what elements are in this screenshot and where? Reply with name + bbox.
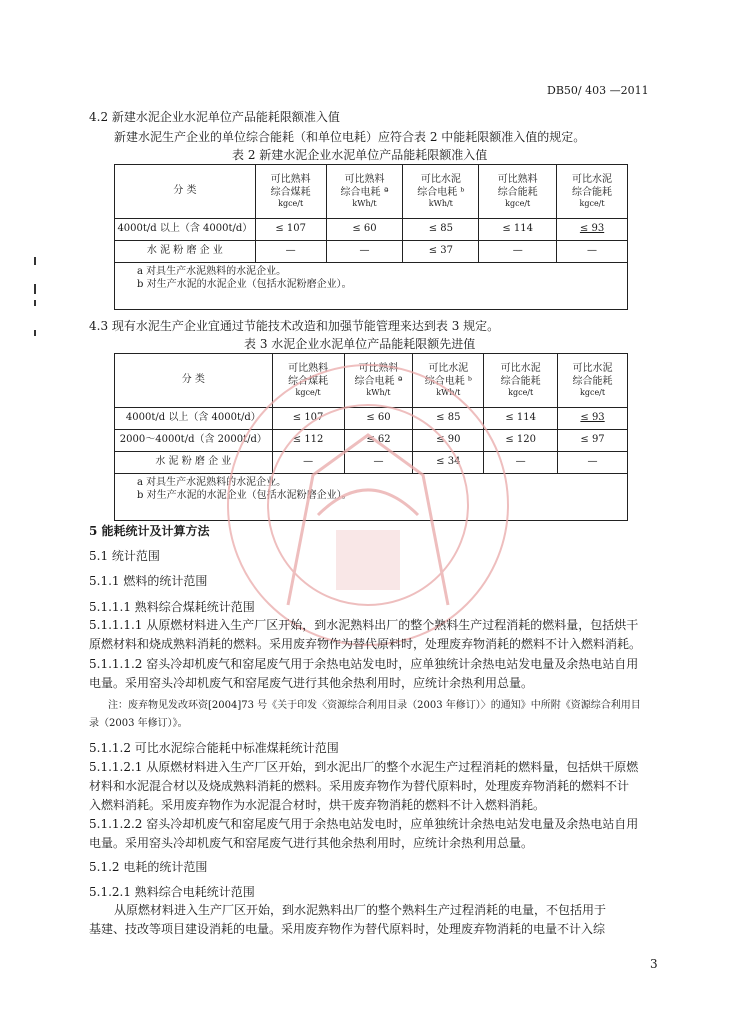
binding-margin [0,0,40,1024]
paragraph-line: 5.1.1.2.1 从原燃材料进入生产厂区开始，到水泥出厂的整个水泥生产过程消耗的燃料量，包括烘干原燃 [89,760,639,774]
table-row [115,219,628,241]
section-4-2-heading: 4.2 新建水泥企业水泥单位产品能耗限额准入值 [89,110,340,124]
table-cell: ≤ 85 [413,408,484,430]
table-cell: 4000t/d 以上（含 4000t/d） [115,408,273,430]
section-5-1-1-heading: 5.1.1 燃料的统计范围 [89,574,208,588]
table-cell: — [557,241,628,263]
table-3 [114,353,628,521]
table-cell: ≤ 34 [413,452,484,474]
table-header-cell: 可比水泥 综合能耗 kgce/t [484,354,558,408]
table-cell: ≤ 120 [484,430,558,452]
table-cell: ≤ 60 [326,219,403,241]
table-cell: — [255,241,326,263]
paragraph-line: 5.1.1.2.2 窑头冷却机废气和窑尾废气用于余热电站发电时，应单独统计余热电站发电量及余热电站自用 [89,817,639,831]
paragraph-line: 入燃料消耗。采用废弃物作为水泥混合材时，烘干废弃物消耗的燃料不计入燃料消耗。 [89,798,546,812]
table-2 [114,164,628,310]
table-cell: — [344,452,413,474]
table-row [115,241,628,263]
table-header-cell: 分 类 [115,354,273,408]
margin-mark [34,257,36,265]
paragraph-line: 5.1.1.1.2 窑头冷却机废气和窑尾废气用于余热电站发电时，应单独统计余热电站发电量及余热电站自用 [89,657,639,671]
section-4-2-paragraph: 新建水泥生产企业的单位综合能耗（和单位电耗）应符合表 2 中能耗限额准入值的规定。 [114,130,586,144]
table-2-header-row [115,165,628,219]
table-header-cell: 可比熟料 综合煤耗 kgce/t [272,354,344,408]
section-4-3-heading: 4.3 现有水泥生产企业宜通过节能技术改造和加强节能管理来达到表 3 规定。 [89,319,500,333]
table-header-cell: 可比熟料 综合能耗 kgce/t [479,165,557,219]
table-cell: ≤ 107 [255,219,326,241]
table-notes-row [115,263,628,310]
paragraph-line: 电量。采用窑头冷却机废气和窑尾废气进行其他余热利用时，应统计余热利用总量。 [89,836,534,850]
paragraph-line: 电量。采用窑头冷却机废气和窑尾废气进行其他余热利用时，应统计余热利用总量。 [89,676,534,690]
section-5-1-heading: 5.1 统计范围 [89,549,160,563]
paragraph-line: 从原燃材料进入生产厂区开始，到水泥熟料出厂的整个熟料生产过程消耗的电量，不包括用于 [114,903,607,917]
table-cell: ≤ 93 [557,219,628,241]
paragraph-line: 5.1.1.1.1 从原燃材料进入生产厂区开始，到水泥熟料出厂的整个熟料生产过程消耗的燃料量，包括烘干 [89,618,639,632]
table-note: a 对具生产水泥熟料的水泥企业。 [137,477,287,488]
margin-mark [34,330,36,336]
table-cell: — [558,452,628,474]
table-cell: ≤ 90 [413,430,484,452]
page-number: 3 [650,957,658,971]
table-cell: 2000～4000t/d（含 2000t/d） [115,430,273,452]
table-row [115,408,628,430]
section-5-heading: 5 能耗统计及计算方法 [89,524,210,538]
table-cell: ≤ 114 [484,408,558,430]
table-note: b 对生产水泥的水泥企业（包括水泥粉磨企业）。 [137,278,352,290]
section-5-1-1-1-heading: 5.1.1.1 熟料综合煤耗统计范围 [89,600,255,614]
section-5-1-2-heading: 5.1.2 电耗的统计范围 [89,860,208,874]
table-cell: ≤ 93 [558,408,628,430]
paragraph-line: 材料和水泥混合材以及烧成熟料消耗的燃料。采用废弃物作为替代原料时，处理废弃物消耗的燃料不计 [89,779,630,793]
table-header-cell: 可比水泥 综合电耗 ᵇ kWh/t [413,354,484,408]
table-note: b 对生产水泥的水泥企业（包括水泥粉磨企业）。 [137,489,352,501]
table-cell: ≤ 97 [558,430,628,452]
table-notes-row [115,474,628,521]
table-row [115,452,628,474]
table-notes [115,474,628,521]
table-3-header-row [115,354,628,408]
margin-mark [34,300,36,306]
table-note: a 对具生产水泥熟料的水泥企业。 [137,266,287,277]
table-header-cell: 分 类 [115,165,256,219]
table-cell: ≤ 112 [272,430,344,452]
table-notes [115,263,628,310]
section-5-1-1-2-heading: 5.1.1.2 可比水泥综合能耗中标准煤耗统计范围 [89,741,339,755]
table-cell: ≤ 60 [344,408,413,430]
table-cell: 水 泥 粉 磨 企 业 [115,241,256,263]
table-cell: ≤ 62 [344,430,413,452]
table-2-caption: 表 2 新建水泥企业水泥单位产品能耗限额准入值 [232,148,488,162]
section-5-1-2-1-heading: 5.1.2.1 熟料综合电耗统计范围 [89,885,255,899]
table-header-cell: 可比水泥 综合电耗 ᵇ kWh/t [403,165,479,219]
table-cell: — [479,241,557,263]
table-header-cell: 可比熟料 综合电耗 ª kWh/t [344,354,413,408]
table-cell: ≤ 114 [479,219,557,241]
note-line: 注：废弃物见发改环资[2004]73 号《关于印发〈资源综合利用目录（2003 年修订）〉的通知》中所附《资源综合利用目 [108,700,641,711]
table-header-cell: 可比熟料 综合煤耗 kgce/t [255,165,326,219]
table-cell: ≤ 107 [272,408,344,430]
table-cell: 4000t/d 以上（含 4000t/d） [115,219,256,241]
paragraph-line: 原燃材料和烧成熟料消耗的燃料。采用废弃物作为替代原料时，处理废弃物消耗的燃料不计入燃料消耗。 [89,637,642,651]
table-row [115,430,628,452]
table-header-cell: 可比熟料 综合电耗 ª kWh/t [326,165,403,219]
table-cell: — [272,452,344,474]
margin-mark [34,284,36,294]
table-cell: — [326,241,403,263]
paragraph-line: 基建、技改等项目建设消耗的电量。采用废弃物作为替代原料时，处理废弃物消耗的电量不计入综 [89,922,606,936]
table-cell: — [484,452,558,474]
table-cell: ≤ 37 [403,241,479,263]
note-line: 录（2003 年修订）》。 [89,718,188,729]
table-cell: 水 泥 粉 磨 企 业 [115,452,273,474]
table-3-caption: 表 3 水泥企业水泥单位产品能耗限额先进值 [244,337,476,351]
table-header-cell: 可比水泥 综合能耗 kgce/t [558,354,628,408]
document-code: DB50/ 403 —2011 [547,84,649,97]
table-header-cell: 可比水泥 综合能耗 kgce/t [557,165,628,219]
table-cell: ≤ 85 [403,219,479,241]
